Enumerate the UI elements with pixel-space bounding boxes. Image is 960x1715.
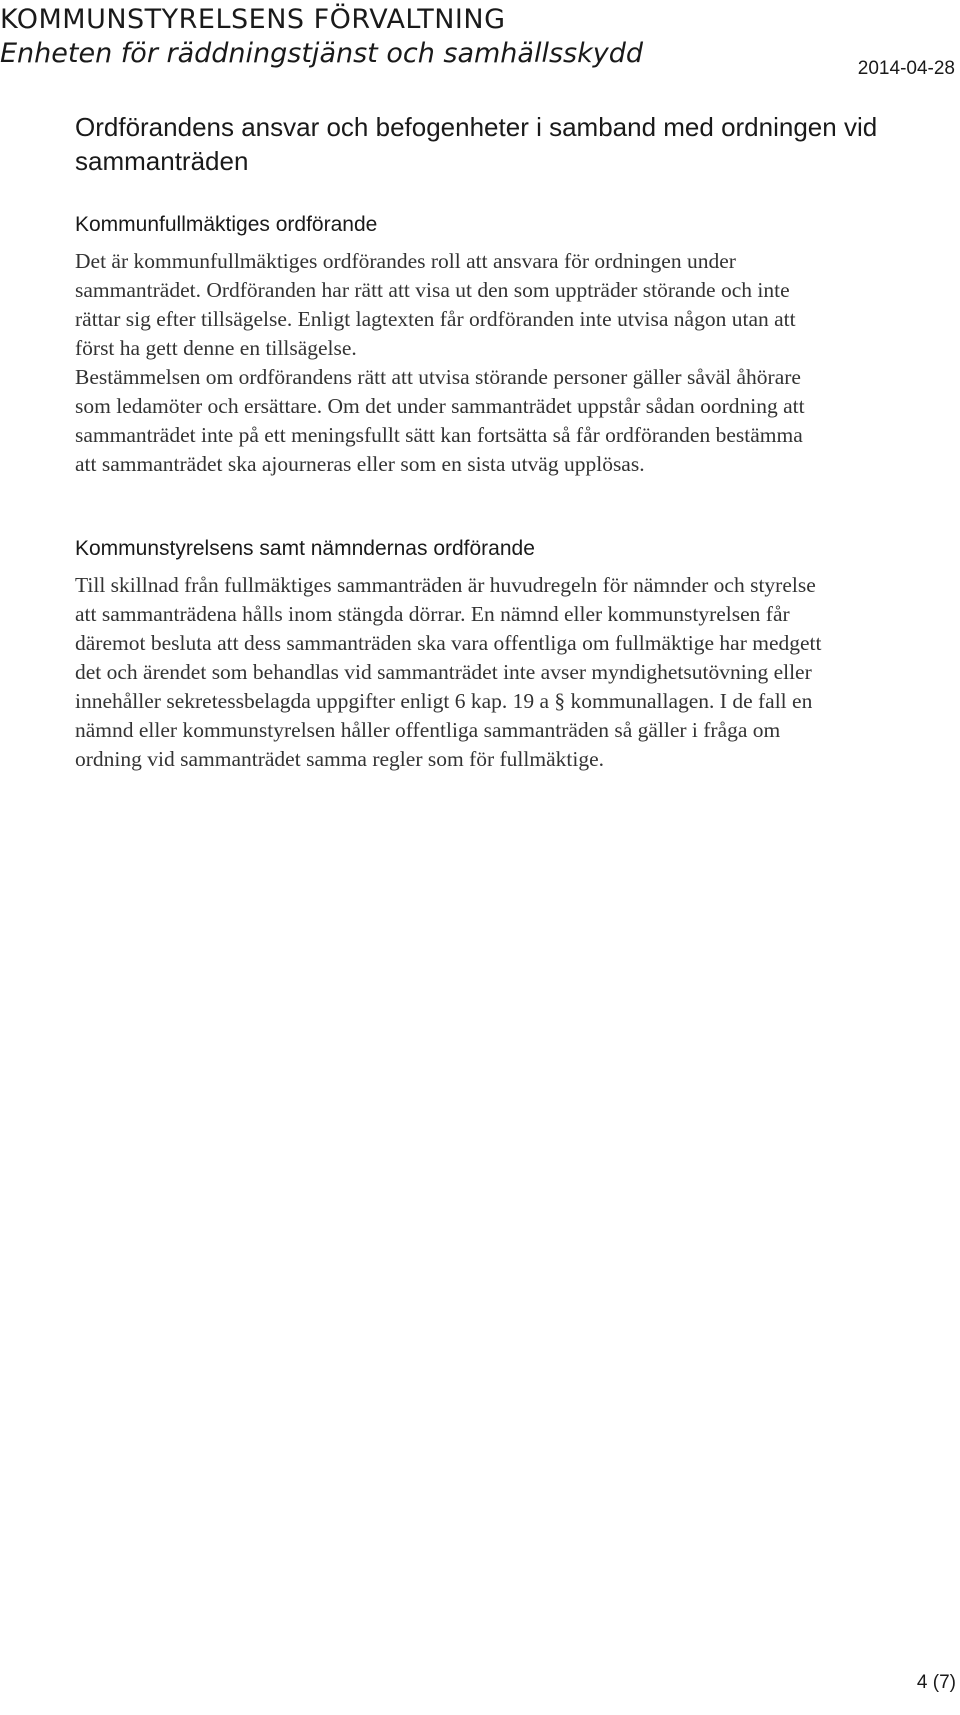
section-heading-kommunfullmaktiges-ordforande: Kommunfullmäktiges ordförande: [75, 213, 378, 236]
document-title: Ordförandens ansvar och befogenheter i samband med ordningen vid sammanträden: [75, 112, 878, 176]
paragraph-line: Bestämmelsen om ordförandens rätt att utvisa störande personer gäller såväl åhörare: [75, 365, 801, 389]
unit-name: Enheten för räddningstjänst och samhällsskydd: [0, 38, 643, 69]
paragraph-line: ordning vid sammanträdet samma regler som för fullmäktige.: [75, 747, 604, 771]
paragraph-line: som ledamöter och ersättare. Om det under sammanträdet uppstår sådan oordning att: [75, 394, 805, 418]
section-heading-kommunstyrelsens-ordforande: Kommunstyrelsens samt nämndernas ordförande: [75, 537, 535, 560]
paragraph-line: rättar sig efter tillsägelse. Enligt lagtexten får ordföranden inte utvisa någon utan att: [75, 307, 796, 331]
page-number: 4 (7): [916, 1672, 956, 1693]
paragraph-line: att sammanträdena hålls inom stängda dörrar. En nämnd eller kommunstyrelsen får: [75, 602, 790, 626]
paragraph-line: däremot besluta att dess sammanträden ska vara offentliga om fullmäktige har medgett: [75, 631, 822, 655]
paragraph-line: det och ärendet som behandlas vid sammanträdet inte avser myndighetsutövning eller: [75, 660, 812, 684]
paragraph-line: Till skillnad från fullmäktiges sammanträden är huvudregeln för nämnder och styrelse: [75, 573, 816, 597]
paragraph-line: sammanträdet. Ordföranden har rätt att visa ut den som uppträder störande och inte: [75, 278, 790, 302]
paragraph-line: att sammanträdet ska ajourneras eller som en sista utväg upplösas.: [75, 452, 645, 476]
paragraph-line: Det är kommunfullmäktiges ordförandes roll att ansvara för ordningen under: [75, 249, 736, 273]
paragraph-line: först ha gett denne en tillsägelse.: [75, 336, 357, 360]
paragraph-line: sammanträdet inte på ett meningsfullt sätt kan fortsätta så får ordföranden bestämma: [75, 423, 803, 447]
document-date: 2014-04-28: [857, 58, 955, 79]
paragraph-line: nämnd eller kommunstyrelsen håller offentliga sammanträden så gäller i fråga om: [75, 718, 781, 742]
organization-name: KOMMUNSTYRELSENS FÖRVALTNING: [0, 4, 506, 35]
paragraph-line: innehåller sekretessbelagda uppgifter enligt 6 kap. 19 a § kommunallagen. I de fall en: [75, 689, 813, 713]
